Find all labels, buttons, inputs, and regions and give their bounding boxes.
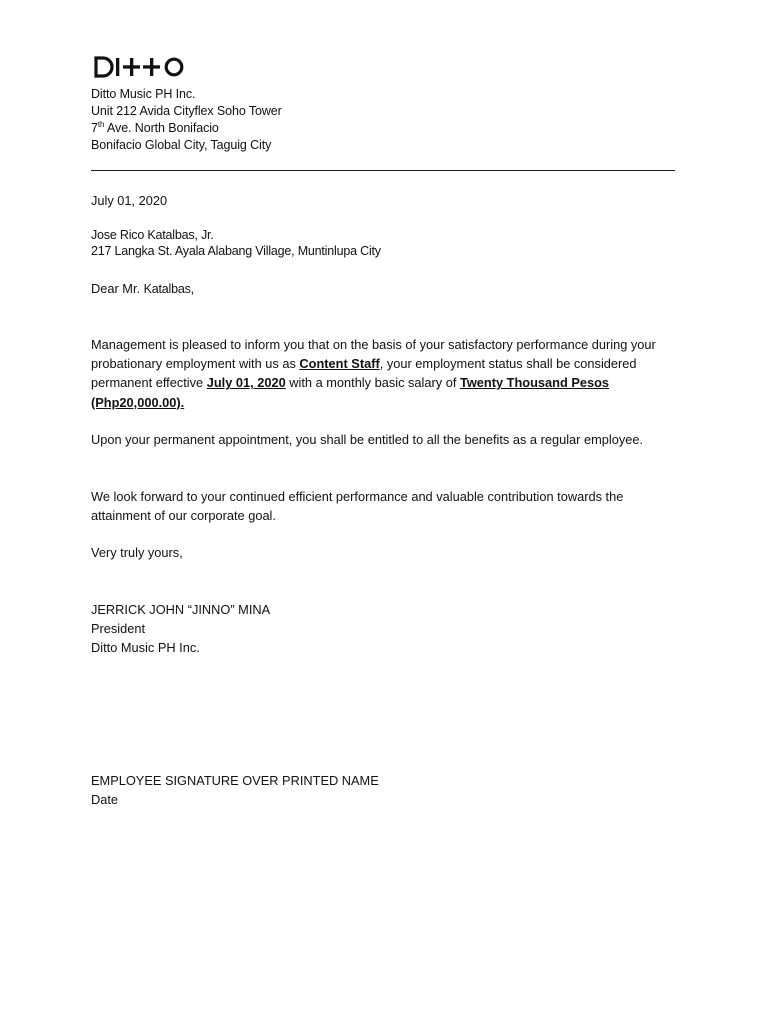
ditto-logo (92, 50, 192, 84)
effective-date: July 01, 2020 (206, 375, 286, 391)
paragraph-closing-remarks: We look forward to your continued efficient performance and valuable contribution towards the attainment of our corporate goal. (91, 489, 624, 524)
salutation: Dear Mr. Katalbas, (91, 281, 194, 296)
signatory-company: Ditto Music PH Inc. (91, 640, 200, 655)
company-name: Ditto Music PH Inc. (91, 87, 196, 101)
company-address-line2: 7th Ave. North Bonifacio (91, 119, 219, 135)
recipient-name: Jose Rico Katalbas, Jr. (91, 228, 214, 242)
recipient-address: 217 Langka St. Ayala Alabang Village, Muntinlupa City (91, 244, 381, 258)
position-title: Content Staff (299, 356, 380, 372)
paragraph-confirmation: Management is pleased to inform you that on the basis of your satisfactory performance during your probationary employment with us as Content Staff, your employment status shall be considered permanent effective July 01, 2020 with a monthly basic salary of Twenty Thousand Pesos (Php20,000.00). (91, 337, 656, 410)
salary-amount: Twenty Thousand Pesos (Php20,000.00). (91, 375, 610, 410)
header-divider (91, 170, 675, 171)
date-label: Date (91, 792, 119, 807)
paragraph-benefits: Upon your permanent appointment, you shall be entitled to all the benefits as a regular employee. (91, 432, 644, 447)
signatory-title: President (91, 621, 146, 636)
company-address-line1: Unit 212 Avida Cityflex Soho Tower (91, 104, 282, 118)
complimentary-close: Very truly yours, (91, 545, 183, 560)
company-address-line3: Bonifacio Global City, Taguig City (91, 138, 272, 152)
letter-date: July 01, 2020 (91, 193, 168, 208)
employee-signature-label: EMPLOYEE SIGNATURE OVER PRINTED NAME (91, 773, 379, 788)
signatory-name: JERRICK JOHN “JINNO” MINA (91, 602, 271, 617)
